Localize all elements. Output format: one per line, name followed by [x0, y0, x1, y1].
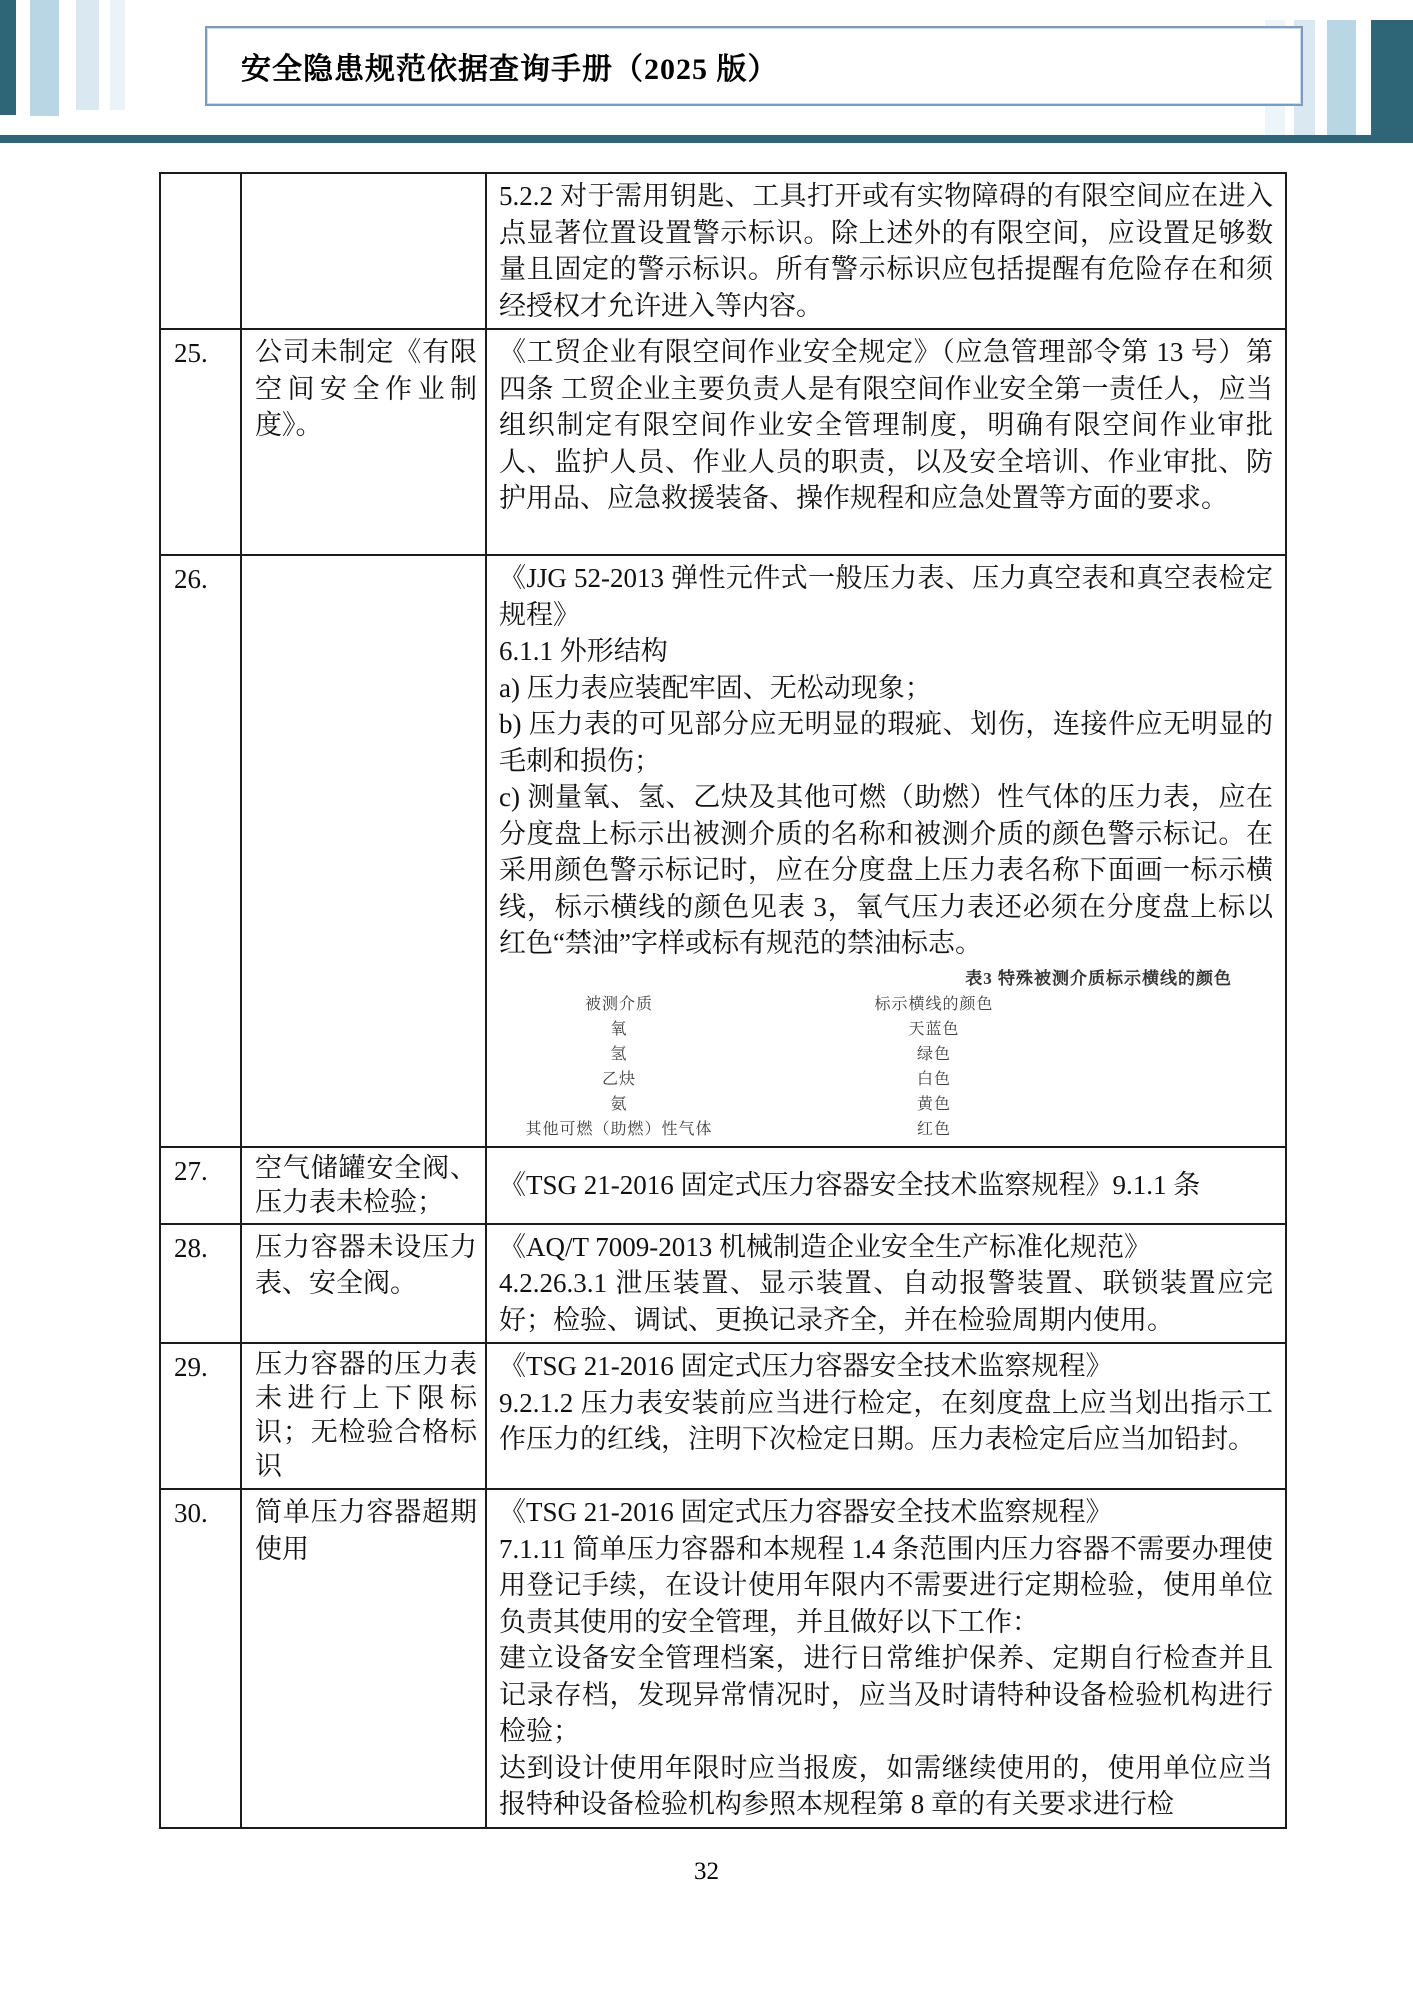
cell-regulation [486, 1147, 1286, 1224]
left-accent-bar-2 [76, 0, 99, 110]
cell-number: 28. [160, 1224, 241, 1344]
embedded-table-row [499, 1017, 1273, 1042]
table-row [160, 1489, 1286, 1828]
embedded-table-row [499, 1117, 1273, 1142]
hazard-regulation-table [159, 172, 1287, 1829]
document-title: 安全隐患规范依据查询手册（2025 版） [241, 53, 779, 86]
regulation-paragraph: 《JJG 52-2013 弹性元件式一般压力表、压力真空表和真空表检定规程》 [499, 563, 1273, 630]
cell-regulation [486, 555, 1286, 1147]
regulation-paragraph: c) 测量氧、氢、乙炔及其他可燃（助燃）性气体的压力表，应在分度盘上标示出被测介质的名称和被测介质的颜色警示标记。在采用颜色警示标记时，应在分度盘上压力表名称下面画一标示横线，标示横线的颜色见表 3，氧气压力表还必须在分度盘上标以红色“禁油”字样或标有规范的禁油标志。 [499, 782, 1273, 958]
page-number: 32 [694, 1858, 719, 1885]
regulation-paragraph: a) 压力表应装配牢固、无松动现象； [499, 672, 932, 703]
embedded-table-row [499, 1042, 1273, 1067]
cell-hazard [241, 173, 486, 329]
cell-hazard: 压力容器未设压力表、安全阀。 [241, 1224, 486, 1344]
embedded-table-header-color: 标示横线的颜色 [874, 995, 994, 1013]
cell-regulation [486, 1224, 1286, 1344]
left-accent-bar-3 [110, 0, 125, 110]
regulation-paragraph: b) 压力表的可见部分应无明显的瑕疵、划伤，连接件应无明显的毛刺和损伤； [499, 709, 1273, 776]
header-divider-bar [0, 135, 1413, 143]
right-accent-bar-1 [1327, 20, 1356, 137]
regulation-paragraph: 7.1.11 简单压力容器和本规程 1.4 条范围内压力容器不需要办理使用登记手续，在设计使用年限内不需要进行定期检验，使用单位负责其使用的安全管理，并且做好以下工作： [499, 1533, 1273, 1637]
regulation-paragraph: 《工贸企业有限空间作业安全规定》（应急管理部令第 13 号）第四条 工贸企业主要负责人是有限空间作业安全第一责任人，应当组织制定有限空间作业安全管理制度，明确有限空间作业审批人、监护人员、作业人员的职责，以及安全培训、作业审批、防护用品、应急救援装备、操作规程和应急处置等方面的要求。 [499, 337, 1273, 513]
embedded-cell-medium: 氨 [610, 1095, 628, 1113]
cell-number: 30. [160, 1489, 241, 1828]
cell-number: 29. [160, 1343, 241, 1489]
embedded-table-header-row [499, 992, 1273, 1017]
cell-regulation [486, 1489, 1286, 1828]
table-row [160, 329, 1286, 555]
regulation-paragraph: 《TSG 21-2016 固定式压力容器安全技术监察规程》9.1.1 条 [499, 1169, 1201, 1200]
cell-hazard: 简单压力容器超期使用 [241, 1489, 486, 1828]
embedded-cell-medium: 其他可燃（助燃）性气体 [525, 1120, 713, 1138]
document-title-box [205, 26, 1303, 106]
regulation-paragraph: 5.2.2 对于需用钥匙、工具打开或有实物障碍的有限空间应在进入点显著位置设置警示标识。除上述外的有限空间，应设置足够数量且固定的警示标识。所有警示标识应包括提醒有危险存在和须经授权才允许进入等内容。 [499, 181, 1273, 321]
regulation-paragraph: 建立设备安全管理档案，进行日常维护保养、定期自行检查并且记录存档，发现异常情况时，应当及时请特种设备检验机构进行检验； [499, 1643, 1273, 1746]
embedded-table-row [499, 1067, 1273, 1092]
table-row [160, 173, 1286, 329]
embedded-cell-medium: 乙炔 [601, 1070, 636, 1088]
embedded-cell-color: 白色 [916, 1070, 951, 1088]
regulation-paragraph: 《TSG 21-2016 固定式压力容器安全技术监察规程》 [499, 1497, 1113, 1527]
embedded-table [499, 992, 1273, 1142]
cell-number: 27. [160, 1147, 241, 1224]
regulation-paragraph: 9.2.1.2 压力表安装前应当进行检定，在刻度盘上应当划出指示工作压力的红线，注明下次检定日期。压力表检定后应当加铅封。 [499, 1387, 1273, 1454]
left-accent-bar-dark [0, 0, 16, 115]
cell-regulation [486, 173, 1286, 329]
embedded-cell-color: 黄色 [916, 1095, 951, 1113]
left-accent-bar-1 [30, 0, 59, 116]
embedded-table-caption: 表3 特殊被测介质标示横线的颜色 [965, 968, 1232, 988]
regulation-paragraph: 达到设计使用年限时应当报废，如需继续使用的，使用单位应当报特种设备检验机构参照本规程第 8 章的有关要求进行检 [499, 1752, 1273, 1819]
embedded-cell-medium: 氧 [610, 1020, 628, 1038]
cell-regulation [486, 329, 1286, 555]
cell-regulation [486, 1343, 1286, 1489]
cell-hazard: 压力容器的压力表未进行上下限标识；无检验合格标识 [241, 1343, 486, 1489]
cell-hazard: 公司未制定《有限空间安全作业制度》。 [241, 329, 486, 555]
cell-hazard [241, 555, 486, 1147]
embedded-cell-color: 绿色 [916, 1045, 951, 1063]
cell-number: 26. [160, 555, 241, 1147]
table-row [160, 1343, 1286, 1489]
cell-hazard: 空气储罐安全阀、压力表未检验； [241, 1147, 486, 1224]
cell-number [160, 173, 241, 329]
regulation-paragraph: 《TSG 21-2016 固定式压力容器安全技术监察规程》 [499, 1351, 1113, 1381]
table-row [160, 555, 1286, 1147]
embedded-cell-color: 天蓝色 [908, 1020, 960, 1038]
regulation-paragraph: 《AQ/T 7009-2013 机械制造企业安全生产标准化规范》 [499, 1231, 1151, 1262]
embedded-table-row [499, 1092, 1273, 1117]
table-row [160, 1147, 1286, 1224]
embedded-cell-color: 红色 [916, 1120, 951, 1138]
embedded-table-header-medium: 被测介质 [584, 995, 653, 1013]
right-accent-bar-dark [1371, 20, 1413, 143]
regulation-paragraph: 6.1.1 外形结构 [499, 636, 668, 666]
embedded-cell-medium: 氢 [610, 1045, 628, 1063]
table-row [160, 1224, 1286, 1344]
cell-number: 25. [160, 329, 241, 555]
regulation-paragraph: 4.2.26.3.1 泄压装置、显示装置、自动报警装置、联锁装置应完好；检验、调试、更换记录齐全，并在检验周期内使用。 [499, 1268, 1273, 1335]
